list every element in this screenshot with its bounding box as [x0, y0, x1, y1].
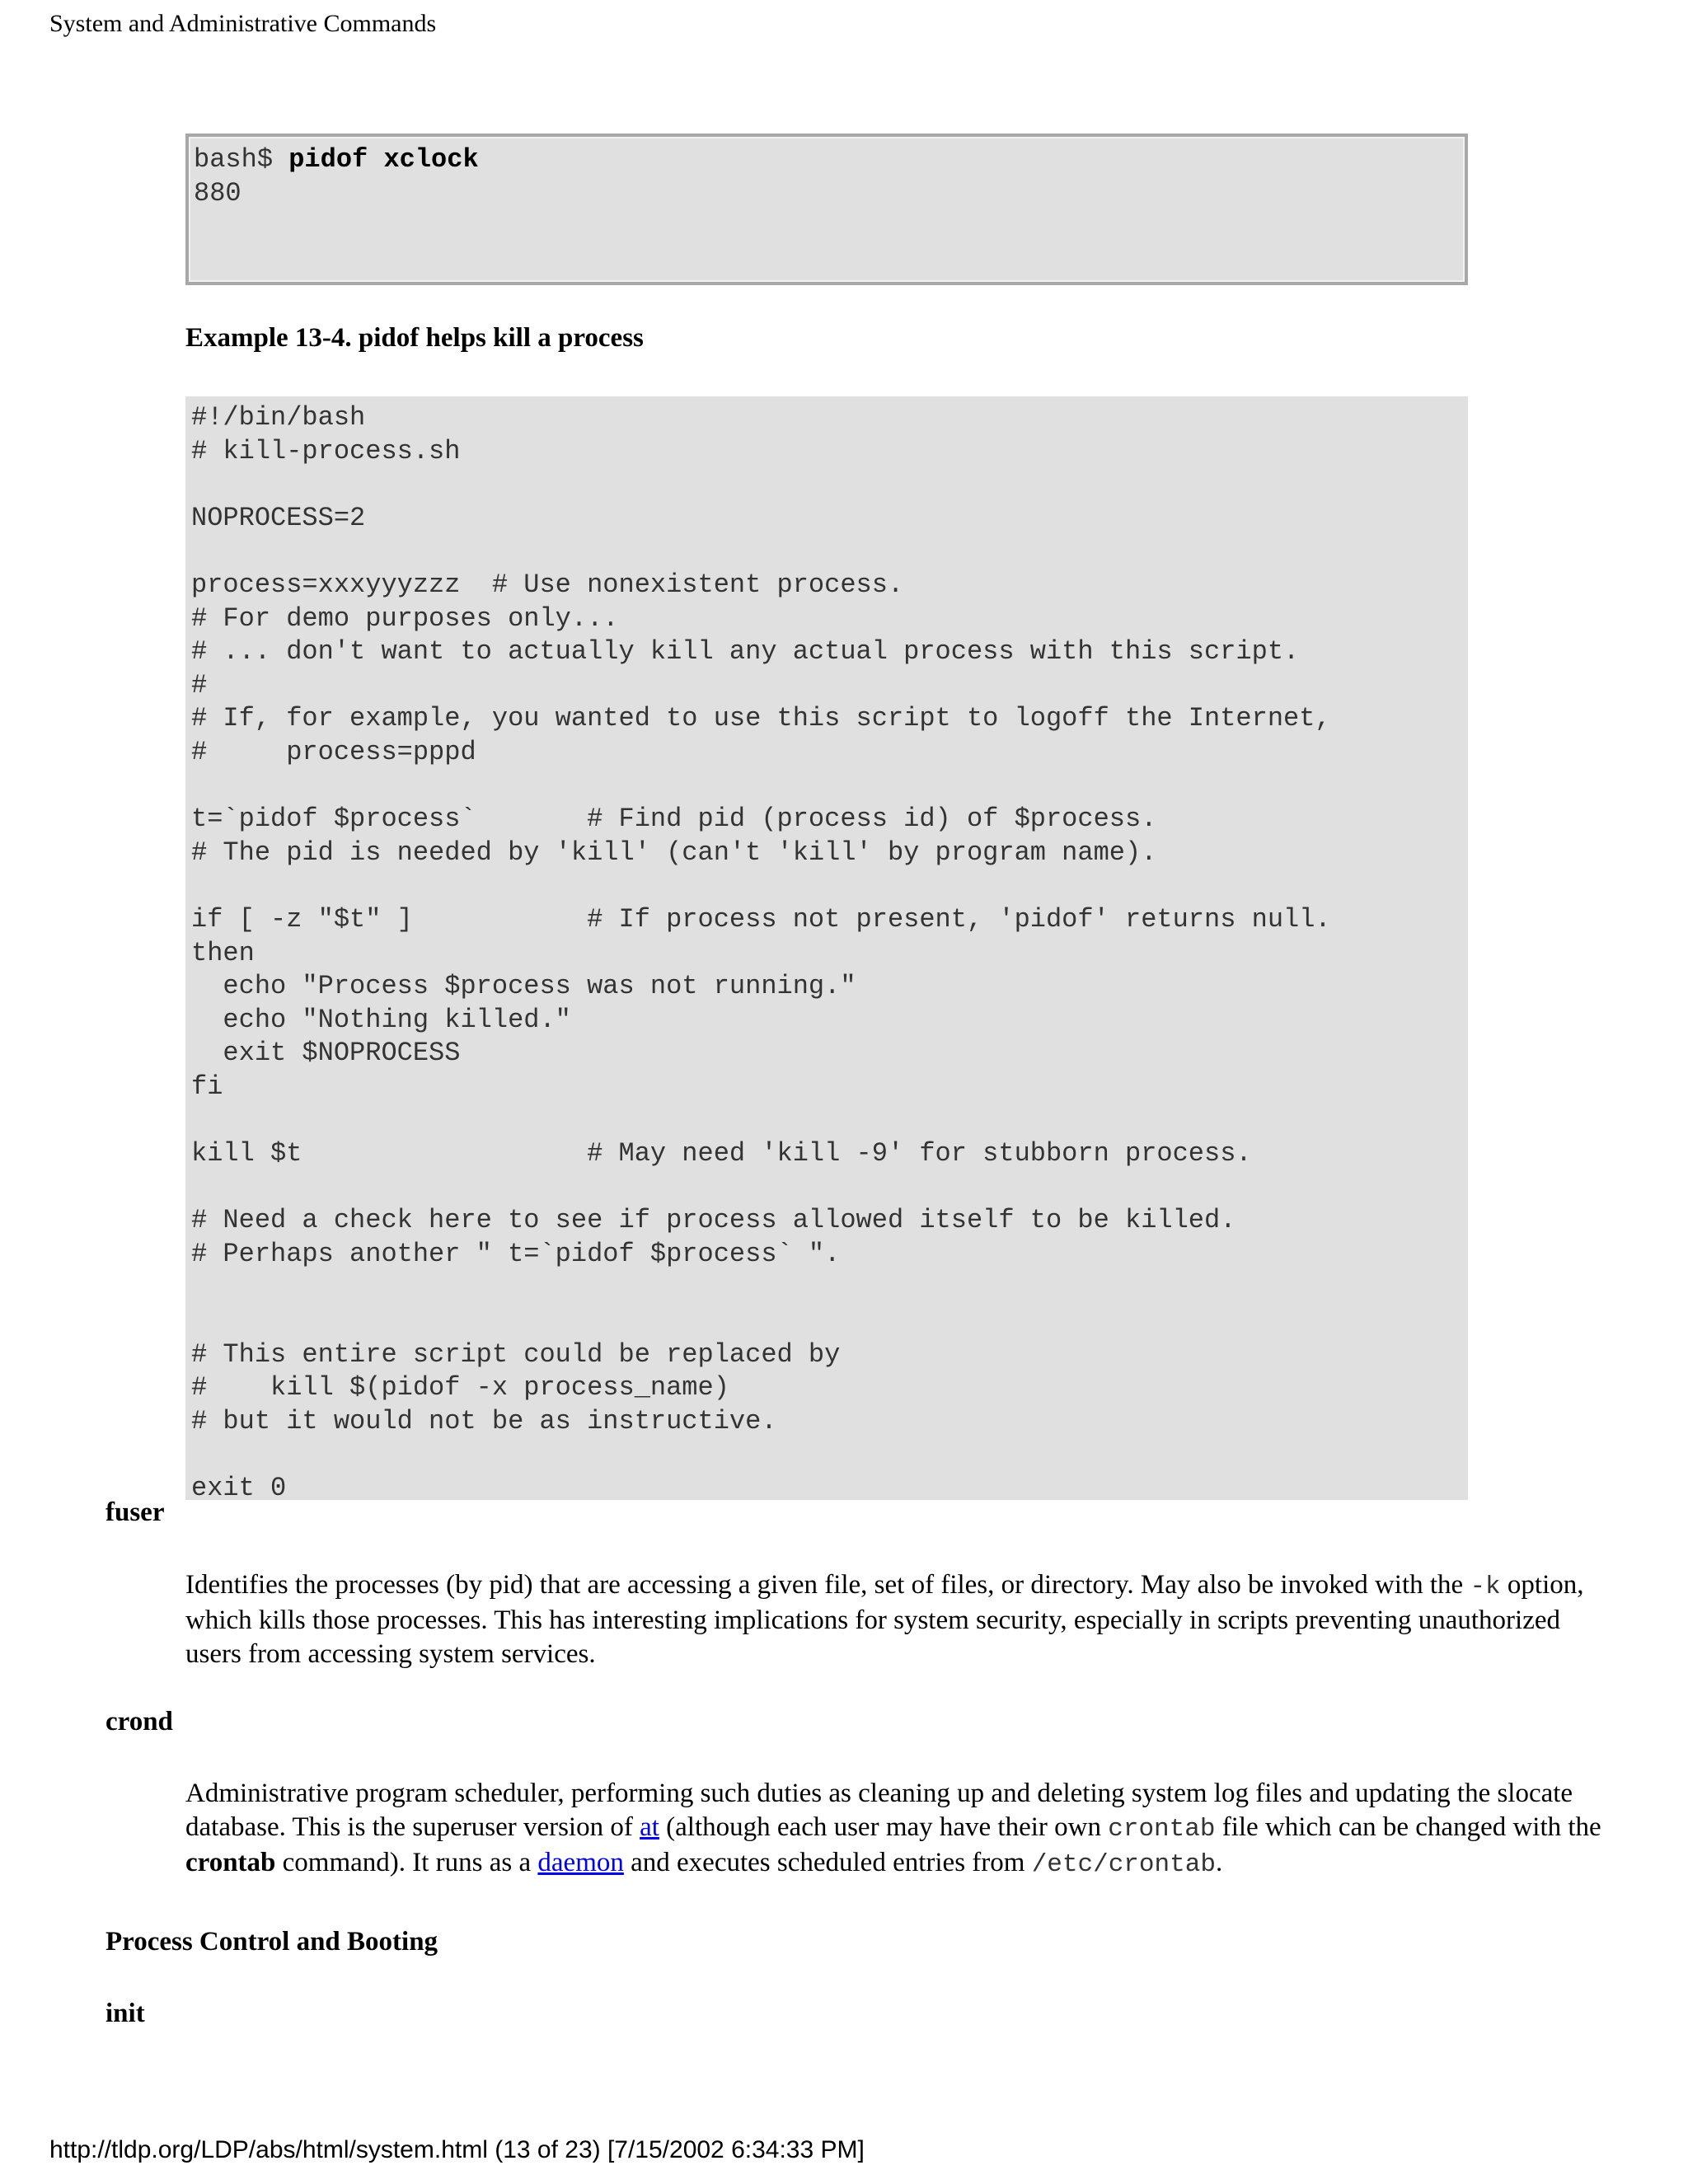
code-listing: [185, 396, 1468, 1503]
shell-output: 880: [194, 177, 241, 209]
inline-code-k: -k: [1470, 1572, 1501, 1601]
term-fuser: fuser: [106, 1497, 165, 1527]
term-init: init: [106, 1999, 145, 2028]
bold-crontab: crontab: [185, 1848, 276, 1877]
term-crond: crond: [106, 1707, 173, 1736]
inline-code-crontab: crontab: [1108, 1815, 1216, 1844]
shell-command: pidof xclock: [288, 144, 479, 175]
crond-description: Administrative program scheduler, performing such duties as cleaning up and deleting system log files and updating the slocate database. This is the superuser version of at (although each user may have their own crontab file which can be changed with the crontab command). It runs as a daemon and executes scheduled entries from /etc/crontab.: [185, 1779, 1601, 1879]
link-at[interactable]: at: [640, 1812, 659, 1842]
inline-code-path: /etc/crontab: [1031, 1850, 1216, 1879]
code-text: #!/bin/bash # kill-process.sh NOPROCESS=2 process=xxxyyyzzz # Use nonexistent process. # For demo purposes only... # ... don't want to actually kill any actual process with this script. # # If, for example, you wanted to use this script to logoff the Internet, # process=pppd t=`pidof $process` # Find pid (process id) of $process. # The pid is needed by 'kill' (can't 'kill' by program name). if [ -z "$t" ] # If process not present, 'pidof' returns null. then echo "Process $process was not running." echo "Nothing killed." exit $NOPROCESS fi kill $t # May need 'kill -9' for stubborn process. # Need a check here to see if process allowed itself to be killed. # Perhaps another " t=`pidof $process` ". # This entire script could be replaced by # kill $(pidof -x process_name) # but it would not be as instructive. exit 0: [191, 402, 1331, 1503]
example-title: Example 13-4. pidof helps kill a process: [185, 323, 644, 353]
link-daemon[interactable]: daemon: [537, 1848, 624, 1877]
fuser-description: Identifies the processes (by pid) that are accessing a given file, set of files, or directory. May also be invoked with the -k option, which kills those processes. This has interesting implications for system security, especially in scripts preventing unauthorized users from accessing system services.: [185, 1570, 1584, 1669]
section-title: Process Control and Booting: [106, 1927, 438, 1957]
page-footer: http://tldp.org/LDP/abs/html/system.html (13 of 23) [7/15/2002 6:34:33 PM]: [49, 2136, 865, 2163]
shell-prompt: bash$: [194, 144, 289, 175]
page-header: System and Administrative Commands: [49, 10, 437, 37]
terminal-screen: [185, 134, 1468, 285]
